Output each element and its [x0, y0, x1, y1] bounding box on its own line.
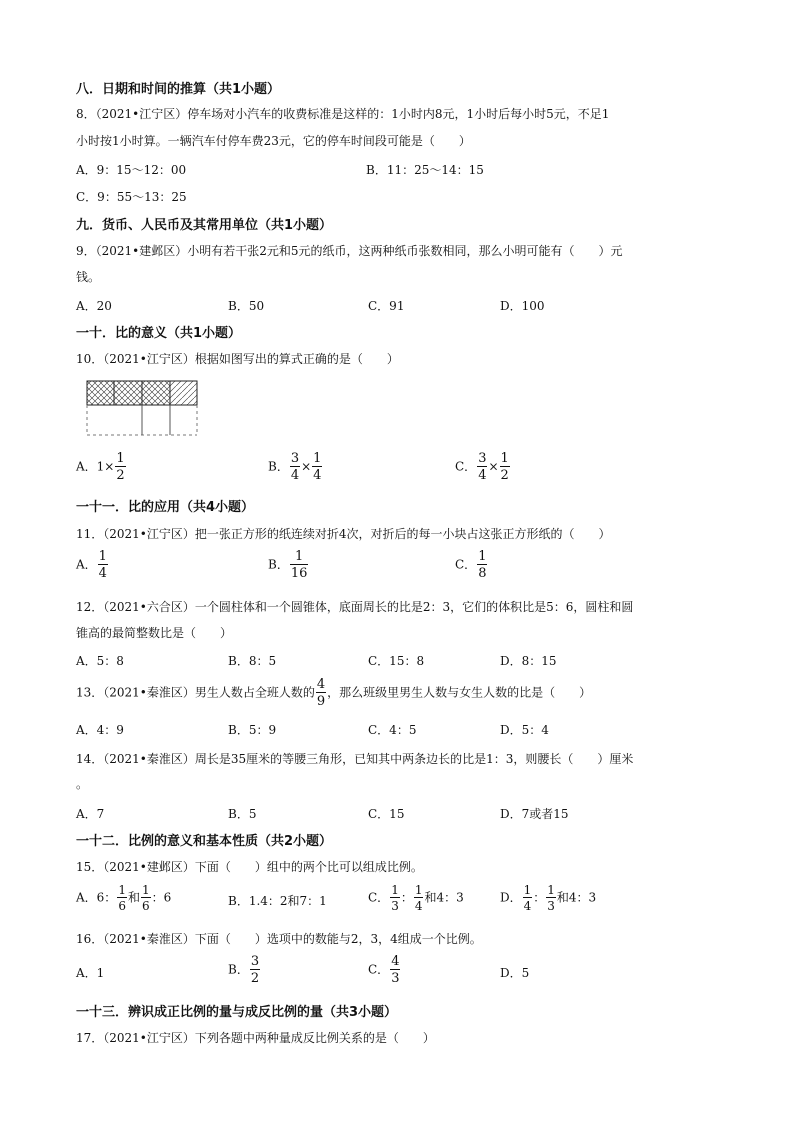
question-12-option-c: C．15：8: [368, 654, 425, 668]
question-14-text: 14．（2021•秦淮区）周长是35厘米的等腰三角形，已知其中两条边长的比是1：3，则腰长（ ）厘米: [76, 752, 634, 766]
question-13-option-c: C．4：5: [368, 723, 417, 737]
question-14-option-c: C．15: [368, 807, 405, 821]
question-9-option-d: D．100: [500, 299, 545, 313]
question-12-option-d: D．8：15: [500, 654, 557, 668]
question-13-option-d: D．5：4: [500, 723, 549, 737]
question-13-option-a: A．4：9: [76, 723, 124, 737]
section-heading-8: 八．日期和时间的推算（共1小题）: [76, 82, 281, 97]
question-12-text: 12．（2021•六合区）一个圆柱体和一个圆锥体，底面周长的比是2：3，它们的体积比是5：6，圆柱和圆: [76, 600, 634, 614]
section-heading-10: 一十．比的意义（共1小题）: [76, 326, 242, 341]
question-16-option-b: B． $\frac{3}{2}$: [228, 954, 260, 986]
crosshatched-region: [87, 381, 170, 405]
question-16-option-c: C． $\frac{4}{3}$: [368, 954, 400, 986]
question-12-option-b: B．8：5: [228, 654, 277, 668]
question-12-text-cont: 锥高的最简整数比是（ ）: [76, 626, 233, 640]
question-15-option-a: A．6： $\frac{1}{6}$ 和 $\frac{1}{6}$ ：6: [76, 883, 172, 913]
question-8-option-a: A．9：15～12：00: [76, 163, 187, 177]
question-15-option-d: D． $\frac{1}{4}$ ： $\frac{1}{3}$ 和4：3: [500, 883, 597, 913]
section-heading-9: 九．货币、人民币及其常用单位（共1小题）: [76, 218, 333, 233]
question-15-text: 15．（2021•建邺区）下面（ ）组中的两个比可以组成比例。: [76, 860, 423, 874]
hatched-region: [170, 381, 197, 405]
question-14-option-d: D．7或者15: [500, 807, 569, 821]
section-heading-13: 一十三．辨识成正比例的量与成反比例的量（共3小题）: [76, 1005, 398, 1020]
question-16-option-d: D．5: [500, 966, 530, 980]
question-11-option-a: A． $\frac{1}{4}$: [76, 549, 107, 581]
question-10-option-c: C． $\frac{3}{4}$ × $\frac{1}{2}$: [455, 451, 509, 483]
question-11-text: 11．（2021•江宁区）把一张正方形的纸连续对折4次，对折后的每一小块占这张正方形纸的（ ）: [76, 527, 611, 541]
question-8-text-cont: 小时按1小时算。一辆汽车付停车费23元，它的停车时间段可能是（ ）: [76, 134, 471, 148]
section-heading-12: 一十二．比例的意义和基本性质（共2小题）: [76, 834, 333, 849]
question-10-text: 10．（2021•江宁区）根据如图写出的算式正确的是（ ）: [76, 352, 399, 366]
ratio-bar-figure: [86, 380, 198, 440]
question-9-text-cont: 钱。: [76, 270, 101, 284]
question-16-text: 16．（2021•秦淮区）下面（ ）选项中的数能与2，3，4组成一个比例。: [76, 932, 482, 946]
question-14-text-cont: 。: [76, 777, 89, 791]
question-9-option-c: C．91: [368, 299, 405, 313]
question-14-option-a: A．7: [76, 807, 105, 821]
question-8-text: 8．（2021•江宁区）停车场对小汽车的收费标准是这样的：1小时内8元，1小时后每小时5元，不足1: [76, 107, 610, 121]
question-16-option-a: A．1: [76, 966, 105, 980]
question-9-text: 9．（2021•建邺区）小明有若干张2元和5元的纸币，这两种纸币张数相同，那么小明可能有（ ）元: [76, 244, 623, 258]
question-9-option-b: B．50: [228, 299, 265, 313]
question-8-option-b: B．11：25～14：15: [366, 163, 484, 177]
question-9-option-a: A．20: [76, 299, 112, 313]
section-heading-11: 一十一．比的应用（共4小题）: [76, 500, 255, 515]
question-11-option-c: C． $\frac{1}{8}$: [455, 549, 487, 581]
question-15-option-c: C． $\frac{1}{3}$ ： $\frac{1}{4}$ 和4：3: [368, 883, 464, 913]
question-13-option-b: B．5：9: [228, 723, 277, 737]
question-8-option-c: C．9：55～13：25: [76, 190, 187, 204]
question-10-option-a: A．1× $\frac{1}{2}$: [76, 451, 125, 483]
question-15-option-b: B．1.4：2和7：1: [228, 894, 327, 908]
question-13-text: 13．（2021•秦淮区）男生人数占全班人数的 $\frac{4}{9}$ ，那么班级里男生人数与女生人数的比是（ ）: [76, 677, 592, 709]
question-12-option-a: A．5：8: [76, 654, 124, 668]
question-11-option-b: B． $\frac{1}{16}$: [268, 549, 308, 581]
question-17-text: 17．（2021•江宁区）下列各题中两种量成反比例关系的是（ ）: [76, 1031, 435, 1045]
question-14-option-b: B．5: [228, 807, 257, 821]
question-10-option-b: B． $\frac{3}{4}$ × $\frac{1}{4}$: [268, 451, 322, 483]
